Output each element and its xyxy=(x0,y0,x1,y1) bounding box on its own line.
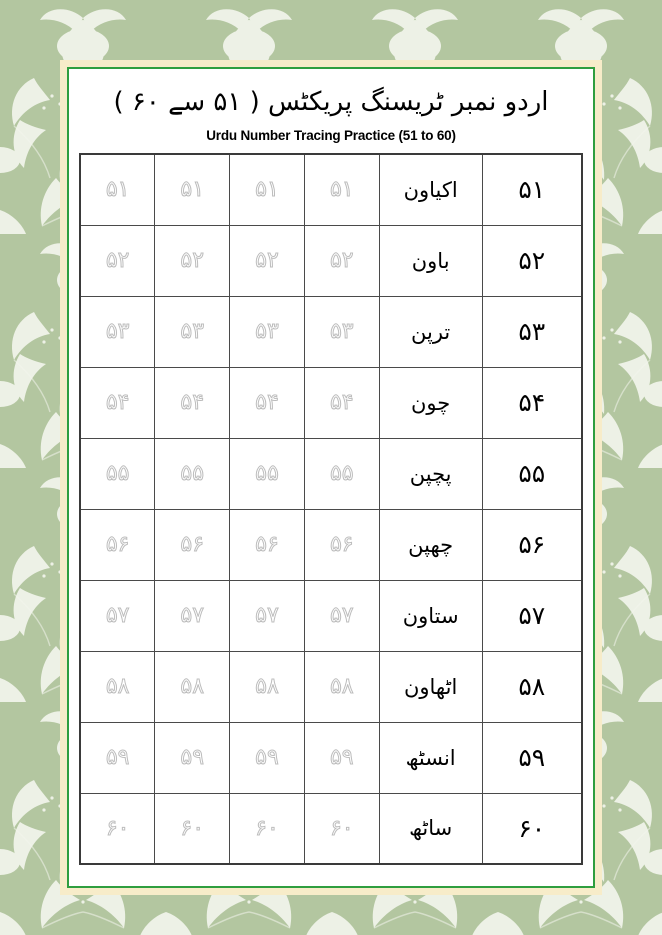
urdu-word: انسٹھ xyxy=(405,745,456,770)
trace-cell[interactable] xyxy=(230,225,305,296)
numeral-cell xyxy=(482,509,582,580)
trace-numeral: ۵۳ xyxy=(180,319,205,345)
table-row xyxy=(80,722,582,793)
trace-cell[interactable] xyxy=(155,367,230,438)
trace-cell[interactable] xyxy=(304,509,379,580)
trace-cell[interactable] xyxy=(230,438,305,509)
trace-cell[interactable] xyxy=(304,793,379,864)
table-row xyxy=(80,438,582,509)
trace-numeral: ۵۸ xyxy=(105,674,130,700)
numeral-cell xyxy=(482,296,582,367)
trace-numeral: ۵۱ xyxy=(105,177,130,203)
trace-cell[interactable] xyxy=(304,154,379,225)
word-cell xyxy=(379,580,482,651)
numeral-cell xyxy=(482,225,582,296)
word-cell xyxy=(379,651,482,722)
trace-numeral: ۵۲ xyxy=(180,248,205,274)
trace-numeral: ۶۰ xyxy=(180,815,205,841)
trace-numeral: ۵۷ xyxy=(255,603,279,629)
worksheet-green-rule xyxy=(67,67,595,888)
trace-numeral: ۵۴ xyxy=(255,390,279,416)
trace-cell[interactable] xyxy=(155,225,230,296)
trace-numeral: ۵۳ xyxy=(329,319,354,345)
numeral-cell xyxy=(482,793,582,864)
word-cell xyxy=(379,296,482,367)
trace-numeral: ۵۴ xyxy=(329,390,354,416)
trace-cell[interactable] xyxy=(304,225,379,296)
trace-numeral: ۶۰ xyxy=(329,815,354,841)
urdu-numeral: ۵۶ xyxy=(518,530,546,560)
trace-numeral: ۵۱ xyxy=(329,177,354,203)
word-cell xyxy=(379,154,482,225)
trace-cell[interactable] xyxy=(230,509,305,580)
urdu-word: ساٹھ xyxy=(409,816,453,841)
table-row xyxy=(80,367,582,438)
urdu-numeral: ۵۱ xyxy=(518,175,546,205)
word-cell xyxy=(379,793,482,864)
trace-cell[interactable] xyxy=(230,580,305,651)
trace-cell[interactable] xyxy=(155,296,230,367)
page-title-english: Urdu Number Tracing Practice (51 to 60) xyxy=(206,128,456,144)
word-cell xyxy=(379,509,482,580)
trace-cell[interactable] xyxy=(80,509,155,580)
table-row xyxy=(80,154,582,225)
trace-numeral: ۵۹ xyxy=(255,745,279,771)
tracing-table xyxy=(79,153,583,865)
trace-cell[interactable] xyxy=(155,722,230,793)
trace-cell[interactable] xyxy=(230,722,305,793)
trace-numeral: ۵۶ xyxy=(329,532,354,558)
trace-numeral: ۵۱ xyxy=(180,177,205,203)
urdu-numeral: ۵۵ xyxy=(518,459,546,489)
word-cell xyxy=(379,722,482,793)
trace-numeral: ۵۵ xyxy=(105,461,130,487)
urdu-numeral: ۵۲ xyxy=(518,246,546,276)
trace-numeral: ۵۶ xyxy=(255,532,279,558)
table-row xyxy=(80,225,582,296)
table-row xyxy=(80,651,582,722)
table-row xyxy=(80,296,582,367)
urdu-word: پچپن xyxy=(409,461,452,486)
urdu-word: ستاون xyxy=(402,603,459,628)
trace-numeral: ۵۵ xyxy=(255,461,279,487)
trace-cell[interactable] xyxy=(80,367,155,438)
trace-cell[interactable] xyxy=(80,580,155,651)
trace-numeral: ۶۰ xyxy=(105,815,130,841)
worksheet-sheet xyxy=(69,69,593,886)
trace-cell[interactable] xyxy=(155,580,230,651)
trace-cell[interactable] xyxy=(80,296,155,367)
trace-numeral: ۵۲ xyxy=(255,248,279,274)
trace-cell[interactable] xyxy=(155,154,230,225)
trace-numeral: ۵۴ xyxy=(180,390,205,416)
trace-numeral: ۵۲ xyxy=(105,248,130,274)
table-row xyxy=(80,509,582,580)
trace-numeral: ۵۸ xyxy=(180,674,205,700)
trace-cell[interactable] xyxy=(230,793,305,864)
numeral-cell xyxy=(482,154,582,225)
trace-cell[interactable] xyxy=(155,793,230,864)
trace-cell[interactable] xyxy=(80,438,155,509)
trace-numeral: ۵۷ xyxy=(105,603,130,629)
trace-numeral: ۵۲ xyxy=(329,248,354,274)
trace-numeral: ۵۱ xyxy=(255,177,279,203)
numeral-cell xyxy=(482,722,582,793)
numeral-cell xyxy=(482,438,582,509)
numeral-cell xyxy=(482,367,582,438)
trace-cell[interactable] xyxy=(304,367,379,438)
worksheet-frame xyxy=(60,60,602,895)
trace-cell[interactable] xyxy=(304,296,379,367)
urdu-word: چھپن xyxy=(408,532,454,557)
trace-numeral: ۵۹ xyxy=(180,745,205,771)
trace-cell[interactable] xyxy=(304,722,379,793)
trace-cell[interactable] xyxy=(80,722,155,793)
urdu-numeral: ۵۸ xyxy=(518,672,546,702)
urdu-numeral: ۵۳ xyxy=(518,317,546,347)
trace-numeral: ۵۸ xyxy=(255,674,279,700)
urdu-word: اٹھاون xyxy=(403,674,458,699)
urdu-numeral: ۵۹ xyxy=(518,743,546,773)
trace-numeral: ۵۷ xyxy=(329,603,354,629)
urdu-word: چون xyxy=(411,390,451,415)
trace-numeral: ۵۹ xyxy=(105,745,130,771)
trace-cell[interactable] xyxy=(155,438,230,509)
trace-cell[interactable] xyxy=(80,793,155,864)
trace-cell[interactable] xyxy=(230,651,305,722)
trace-numeral: ۵۶ xyxy=(180,532,205,558)
word-cell xyxy=(379,225,482,296)
urdu-word: باون xyxy=(411,248,450,273)
trace-cell[interactable] xyxy=(230,367,305,438)
trace-cell[interactable] xyxy=(230,296,305,367)
table-row xyxy=(80,793,582,864)
trace-numeral: ۵۵ xyxy=(180,461,205,487)
trace-numeral: ۵۴ xyxy=(105,390,130,416)
trace-cell[interactable] xyxy=(304,651,379,722)
word-cell xyxy=(379,367,482,438)
trace-cell[interactable] xyxy=(80,154,155,225)
trace-numeral: ۵۸ xyxy=(329,674,354,700)
trace-numeral: ۵۳ xyxy=(105,319,130,345)
tracing-table-body xyxy=(80,154,582,864)
trace-cell[interactable] xyxy=(304,438,379,509)
urdu-numeral: ۶۰ xyxy=(518,813,546,843)
urdu-word: ترپن xyxy=(411,319,451,344)
trace-cell[interactable] xyxy=(155,651,230,722)
numeral-cell xyxy=(482,580,582,651)
trace-cell[interactable] xyxy=(80,651,155,722)
page-title-urdu: اردو نمبر ٹریسنگ پریکٹس ( ۵۱ سے ۶۰ ) xyxy=(113,87,549,117)
numeral-cell xyxy=(482,651,582,722)
trace-numeral: ۵۳ xyxy=(255,319,279,345)
urdu-word: اکیاون xyxy=(403,177,458,202)
trace-numeral: ۵۷ xyxy=(180,603,205,629)
trace-cell[interactable] xyxy=(230,154,305,225)
urdu-numeral: ۵۴ xyxy=(518,388,546,418)
trace-cell[interactable] xyxy=(304,580,379,651)
urdu-numeral: ۵۷ xyxy=(518,601,546,631)
table-row xyxy=(80,580,582,651)
trace-cell[interactable] xyxy=(80,225,155,296)
trace-numeral: ۵۹ xyxy=(329,745,354,771)
trace-numeral: ۵۶ xyxy=(105,532,130,558)
trace-cell[interactable] xyxy=(155,509,230,580)
trace-numeral: ۶۰ xyxy=(255,815,279,841)
trace-numeral: ۵۵ xyxy=(329,461,354,487)
word-cell xyxy=(379,438,482,509)
